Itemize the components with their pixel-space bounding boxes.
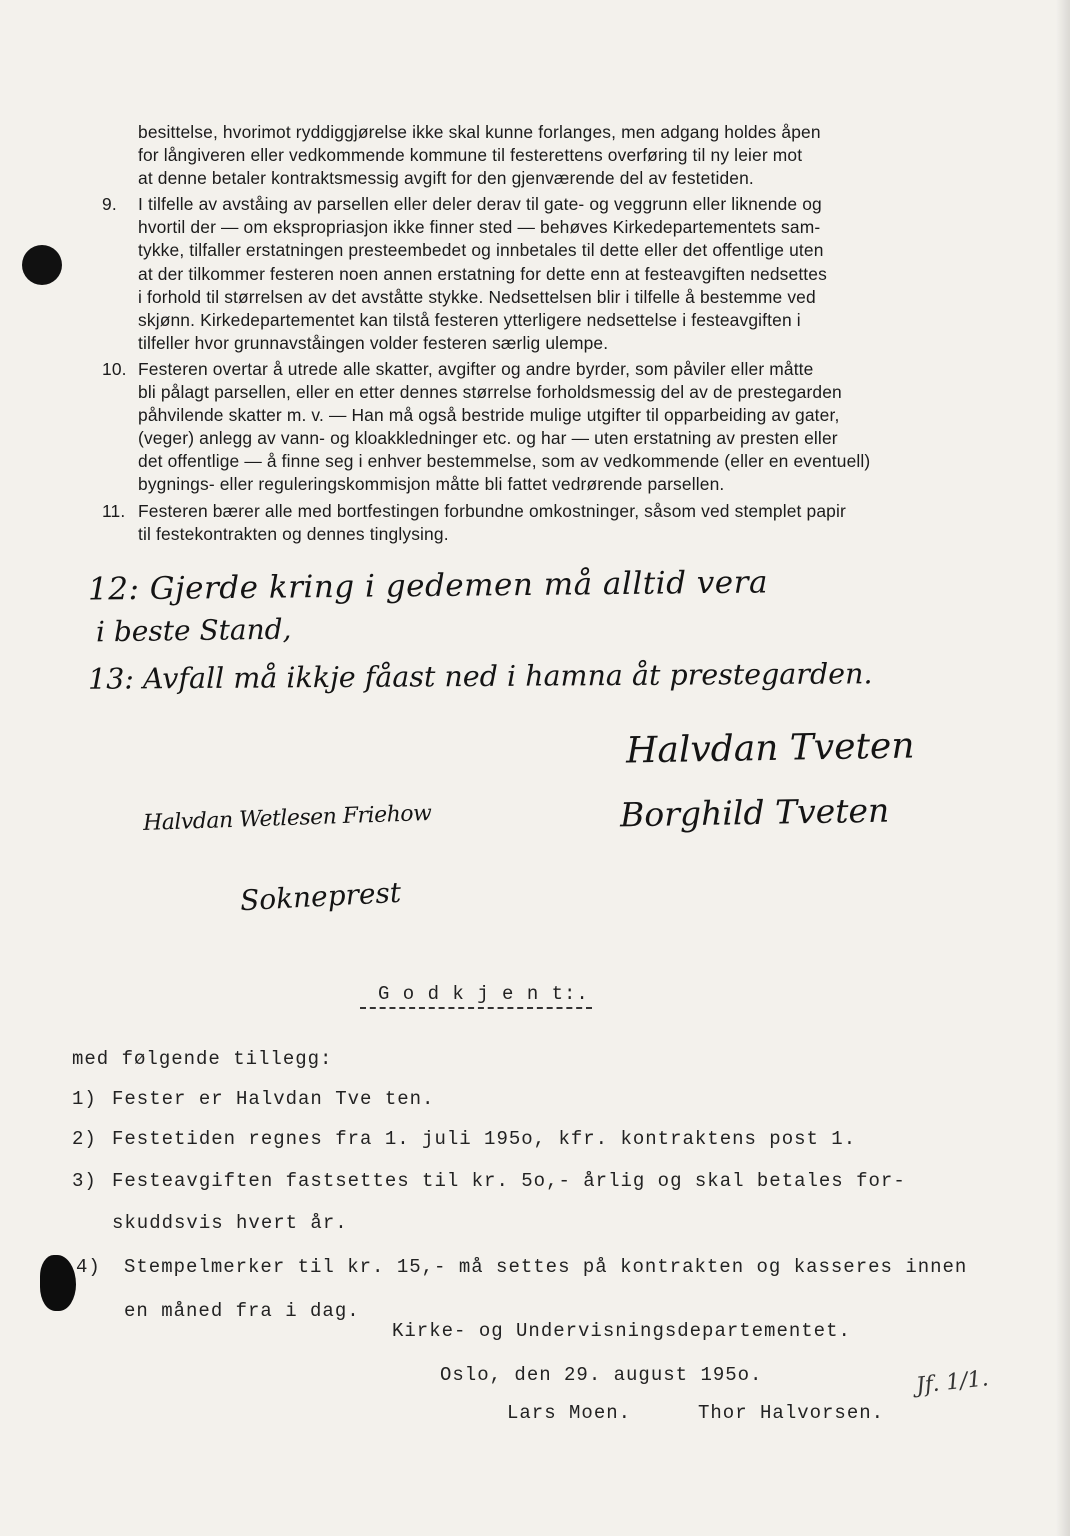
punch-hole bbox=[22, 245, 62, 285]
approval-item-number: 2) bbox=[72, 1128, 97, 1150]
margin-initials: Jf. 1/1. bbox=[914, 1366, 990, 1399]
paragraph-line: Festeren bærer alle med bortfestingen forbundne omkostninger, såsom ved stemplet papir bbox=[138, 500, 846, 521]
approval-item-number: 4) bbox=[76, 1256, 101, 1278]
paragraph-line: det offentlige — å finne seg i enhver bestemmelse, som av vedkommende (eller en eventuell) bbox=[138, 451, 871, 472]
handwritten-clause-13: 13: Avfall må ikkje fåast ned i hamna åt prestegarden. bbox=[87, 657, 873, 696]
paragraph-line: hvortil der — om ekspropriasjon ikke finner sted — behøves Kirkedepartementets sam- bbox=[138, 217, 821, 238]
paragraph-line: at denne betaler kontraktsmessig avgift for den gjenværende del av festetiden. bbox=[138, 168, 754, 189]
heading-underline bbox=[360, 1007, 592, 1009]
contract-paragraph bbox=[100, 193, 930, 355]
printed-contract-text bbox=[100, 121, 930, 546]
paragraph-line: tykke, tilfaller erstatningen presteembedet og innbetales til dette eller det offentlige uten bbox=[138, 240, 824, 261]
paragraph-line: skjønn. Kirkedepartementet kan tilstå festeren ytterligere nedsettelse i festeavgiften i bbox=[138, 309, 801, 330]
paragraph-number: 9. bbox=[102, 194, 117, 215]
paragraph-line: for långiveren eller vedkommende kommune til festerettens overføring til ny leier mot bbox=[138, 145, 803, 166]
signature-left-title: Sokneprest bbox=[239, 875, 402, 918]
paragraph-number: 10. bbox=[102, 358, 127, 379]
clip-mark bbox=[40, 1255, 76, 1311]
contract-paragraph bbox=[100, 121, 930, 190]
paragraph-line: i forhold til størrelsen av det avståtte stykke. Nedsettelsen blir i tilfelle å bestemme ved bbox=[138, 286, 816, 307]
approval-item-text: Stempelmerker til kr. 15,- må settes på kontrakten og kasseres innen bbox=[124, 1256, 968, 1278]
paragraph-line: påhvilende skatter m. v. — Han må også bestride mulige utgifter til opparbeiding av gater, bbox=[138, 405, 840, 426]
approval-item-text: Festeavgiften fastsettes til kr. 5o,- årlig og skal betales for- bbox=[112, 1170, 906, 1192]
signatory-2: Thor Halvorsen. bbox=[698, 1402, 885, 1424]
approval-intro: med følgende tillegg: bbox=[72, 1048, 333, 1070]
paragraph-line: Festeren overtar å utrede alle skatter, avgifter og andre byrder, som påviler eller måtte bbox=[138, 358, 814, 379]
signature-halvdan-tveten: Halvdan Tveten bbox=[625, 725, 915, 772]
paragraph-line: tilfeller hvor grunnavståingen volder festeren særlig ulempe. bbox=[138, 332, 609, 353]
approval-item-number: 3) bbox=[72, 1170, 97, 1192]
approval-item-text: Festetiden regnes fra 1. juli 195o, kfr. kontraktens post 1. bbox=[112, 1128, 857, 1150]
approval-heading: G o d k j e n t:. bbox=[378, 983, 589, 1005]
approval-item-text: en måned fra i dag. bbox=[124, 1300, 360, 1322]
place-date: Oslo, den 29. august 195o. bbox=[440, 1364, 763, 1386]
contract-paragraph bbox=[100, 358, 930, 497]
signatory-1: Lars Moen. bbox=[507, 1402, 632, 1424]
paragraph-line: at der tilkommer festeren noen annen erstatning for dette enn at festeavgiften nedsettes bbox=[138, 263, 827, 284]
paragraph-line: I tilfelle av avståing av parsellen eller deler derav til gate- og veggrunn eller liknende og bbox=[138, 194, 822, 215]
approval-item-number: 1) bbox=[72, 1088, 97, 1110]
handwritten-clause-12-line1: 12: Gjerde kring i gedemen må alltid vera bbox=[87, 564, 769, 608]
signature-left: Halvdan Wetlesen Friehow bbox=[142, 800, 432, 837]
department-name: Kirke- og Undervisningsdepartementet. bbox=[392, 1320, 851, 1342]
signature-borghild-tveten: Borghild Tveten bbox=[619, 790, 890, 835]
paragraph-line: bygnings- eller reguleringskommisjon måtte bli fattet vedrørende parsellen. bbox=[138, 474, 725, 495]
paragraph-line: besittelse, hvorimot ryddiggjørelse ikke skal kunne forlanges, men adgang holdes åpen bbox=[138, 122, 821, 142]
approval-item-text: Fester er Halvdan Tve ten. bbox=[112, 1088, 435, 1110]
paragraph-line: bli pålagt parsellen, eller en etter dennes størrelse forholdsmessig del av de prestegarden bbox=[138, 382, 842, 403]
paragraph-line: til festekontrakten og dennes tinglysing. bbox=[138, 523, 449, 544]
paragraph-number: 11. bbox=[102, 500, 126, 521]
page-edge-shadow bbox=[1056, 0, 1070, 1536]
contract-paragraph bbox=[100, 500, 930, 546]
handwritten-clause-12-line2: i beste Stand, bbox=[95, 612, 292, 649]
paragraph-line: (veger) anlegg av vann- og kloakkledninger etc. og har — uten erstatning av presten eller bbox=[138, 428, 838, 449]
approval-item-text: skuddsvis hvert år. bbox=[112, 1212, 348, 1234]
